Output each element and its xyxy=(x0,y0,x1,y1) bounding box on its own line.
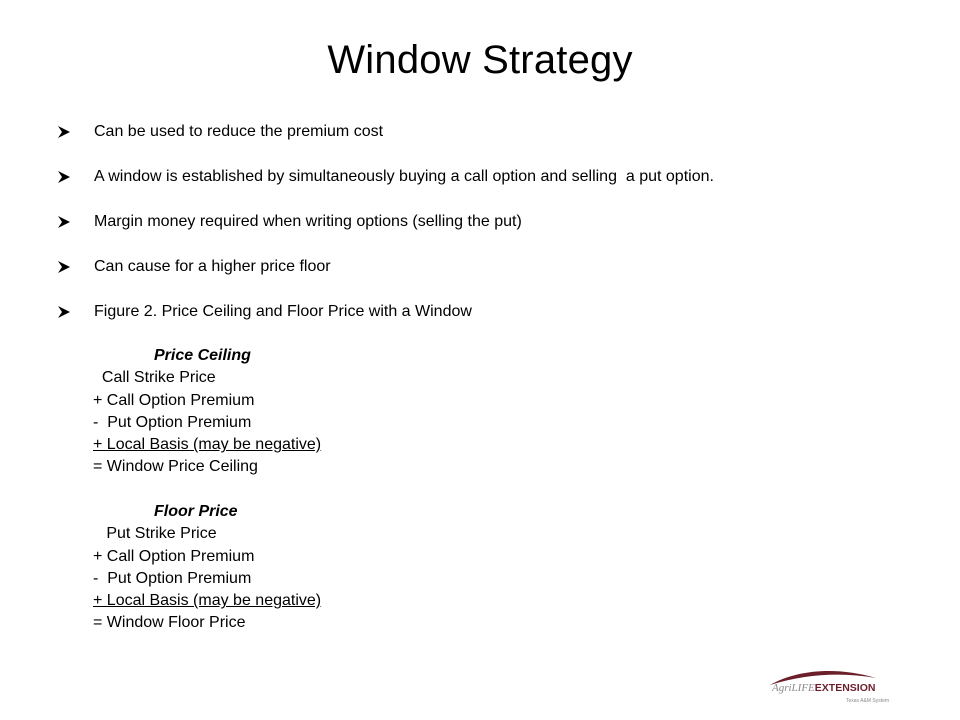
slide-title: Window Strategy xyxy=(327,38,633,82)
bullet-text: Figure 2. Price Ceiling and Floor Price with a Window xyxy=(94,303,472,320)
bullet-text: Can cause for a higher price floor xyxy=(94,258,331,275)
calc-line: - Put Option Premium xyxy=(93,569,252,587)
bullet-list xyxy=(57,118,917,343)
logo-wordmark xyxy=(772,682,875,694)
bullet-item xyxy=(57,253,917,298)
logo-subtitle: Texas A&M System xyxy=(846,698,890,704)
price-ceiling-calculation xyxy=(93,345,321,479)
calc-line-underlined: + Local Basis (may be negative) xyxy=(93,592,322,610)
bullet-item xyxy=(57,118,917,163)
bullet-item xyxy=(57,163,917,208)
calc-line: Put Strike Price xyxy=(93,525,217,543)
floor-price-heading: Floor Price xyxy=(154,503,238,520)
arrowhead-bullet-icon xyxy=(57,260,71,274)
bullet-text: Margin money required when writing options (selling the put) xyxy=(94,213,522,230)
arrowhead-bullet-icon xyxy=(57,215,71,229)
calc-line: - Put Option Premium xyxy=(93,413,252,431)
calc-result-line: = Window Price Ceiling xyxy=(93,458,258,476)
calc-line: + Call Option Premium xyxy=(93,547,255,565)
calc-result-line: = Window Floor Price xyxy=(93,614,246,632)
bullet-text: Can be used to reduce the premium cost xyxy=(94,123,384,140)
calc-line-underlined: + Local Basis (may be negative) xyxy=(93,436,322,454)
agrilife-extension-logo xyxy=(766,668,894,708)
arrowhead-bullet-icon xyxy=(57,125,71,139)
floor-price-calculation xyxy=(93,501,321,635)
bullet-text: A window is established by simultaneously buying a call option and selling a put option. xyxy=(94,168,714,185)
logo-extension-text: EXTENSION xyxy=(814,682,876,694)
bullet-item xyxy=(57,208,917,253)
logo-agri-text: AgriLIFE xyxy=(772,682,815,694)
arrowhead-bullet-icon xyxy=(57,170,71,184)
calc-line: Call Strike Price xyxy=(93,369,216,387)
bullet-item xyxy=(57,298,917,343)
price-ceiling-heading: Price Ceiling xyxy=(154,347,251,364)
arrowhead-bullet-icon xyxy=(57,305,71,319)
calc-line: + Call Option Premium xyxy=(93,391,255,409)
